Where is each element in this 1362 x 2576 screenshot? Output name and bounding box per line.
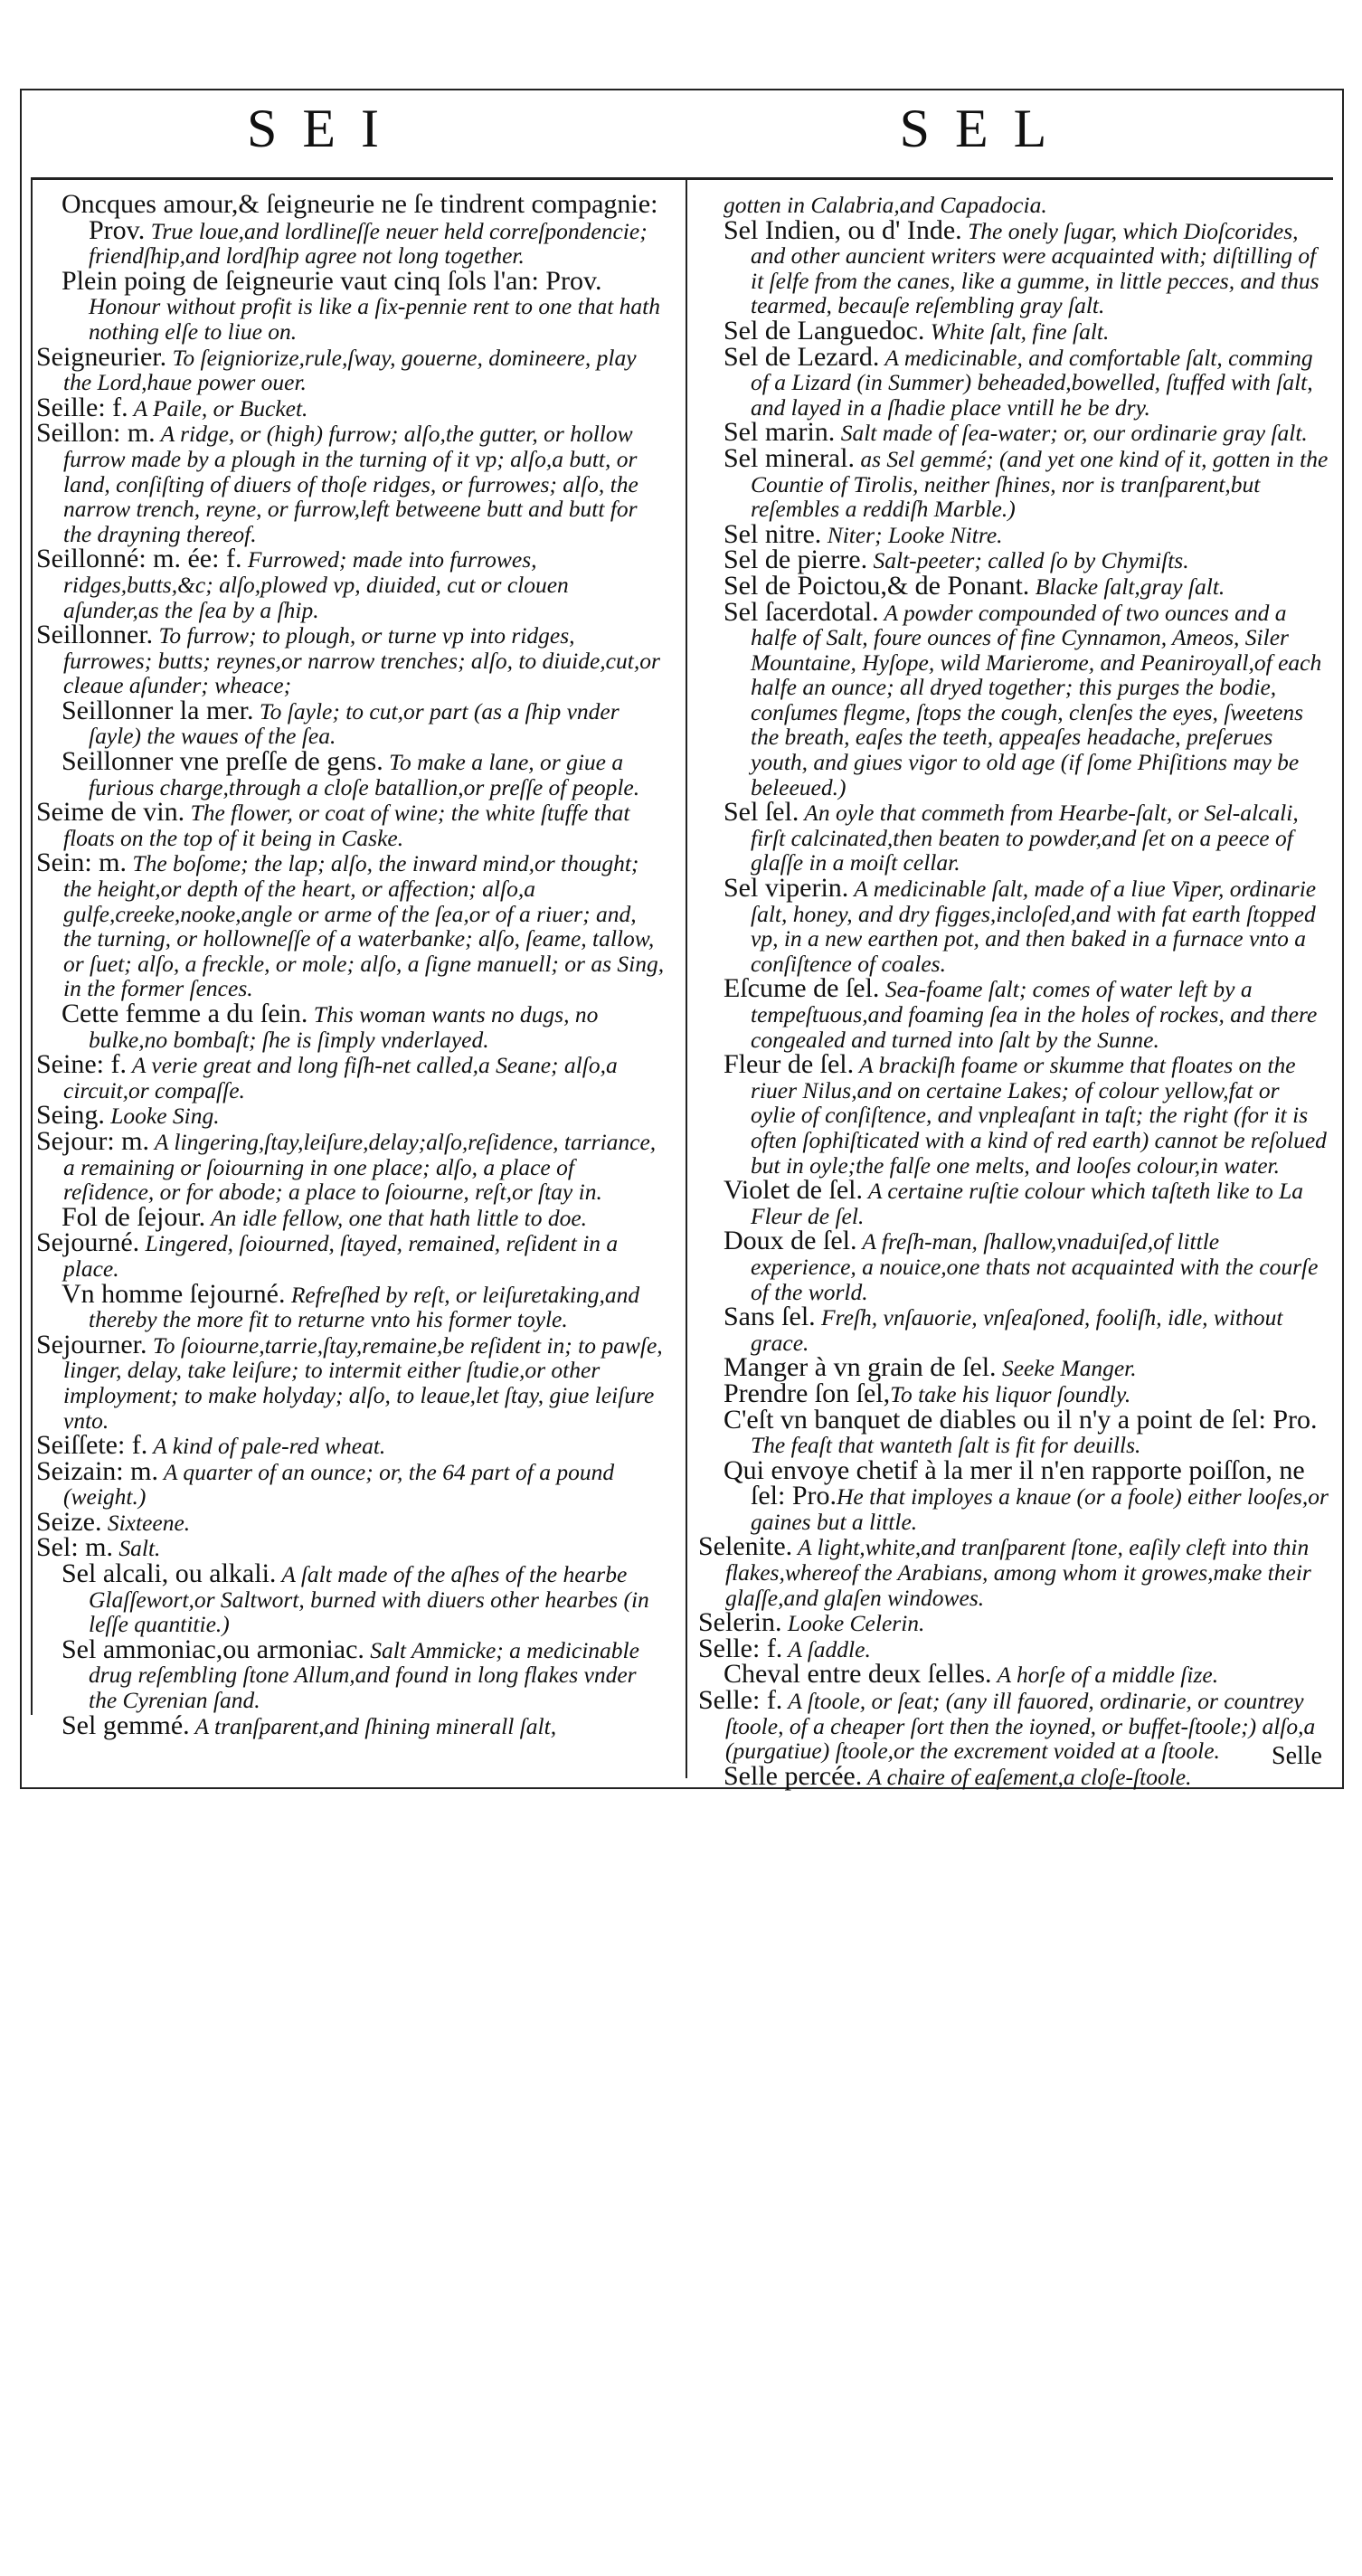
entry-definition: Blacke ſalt,gray ſalt.: [1029, 573, 1225, 600]
entry-definition: A ſaddle.: [782, 1635, 871, 1662]
entry-headword: Sel ſel.: [724, 797, 799, 828]
dictionary-entry: [36, 1532, 669, 1563]
dictionary-entry: [36, 1634, 669, 1714]
dictionary-entry: [36, 850, 669, 1001]
entry-headword: Sel ſacerdotal.: [724, 596, 879, 627]
entry-headword: Prendre ſon ſel,: [724, 1378, 891, 1408]
entry-headword: Selle: f.: [698, 1633, 783, 1663]
entry-headword: Sel de Poictou,& de Ponant.: [724, 570, 1030, 601]
entry-definition: Salt-peeter; called ſo by Chymiſts.: [867, 547, 1189, 574]
entry-definition: To take his liquor ſoundly.: [890, 1380, 1131, 1407]
dictionary-entry: [698, 547, 1329, 573]
entry-headword: Vn homme ſejourné.: [61, 1278, 286, 1309]
dictionary-entry: [698, 973, 1329, 1053]
entry-headword: Violet de ſel.: [724, 1175, 863, 1206]
entry-definition: Salt made of ſea-water; or, our ordinarie gray ſalt.: [835, 420, 1308, 447]
entry-definition: To make a lane, or giue a furious charge,through a cloſe batallion,or preſſe of people.: [89, 749, 640, 800]
entry-definition: To ſoiourne,tarrie,ſtay,remaine,be reſident in; to pawſe, linger, delay, take leiſure; to intermit either ſtudie,or other imployment; to make holyday; alſo, to leaue,let ſtay, giue leiſure vnto.: [63, 1331, 663, 1434]
dictionary-entry: [36, 1227, 669, 1282]
entry-headword: Cette femme a du ſein.: [61, 999, 308, 1028]
entry-headword: Seillonner vne preſſe de gens.: [61, 746, 383, 777]
entry-headword: Seillonné: m. ée: f.: [36, 544, 242, 574]
dictionary-entry: [698, 442, 1329, 523]
entry-definition: A verie great and long fiſh-net called,a Seane; alſo,a circuit,or compaſſe.: [63, 1052, 618, 1103]
entry-definition: The feaſt that wanteth ſalt is fit for deuills.: [751, 1432, 1141, 1459]
entry-headword: Seing.: [36, 1100, 105, 1131]
entry-headword: Seizain: m.: [36, 1455, 158, 1486]
entry-headword: Sel ammoniac,ou armoniac.: [61, 1634, 364, 1664]
dictionary-entry: [36, 418, 669, 547]
entry-definition: A ridge, or (high) furrow; alſo,the gutter, or hollow furrow made by a plough in the turning of it vp; alſo,a butt, or land, conſiſting of diuers of thoſe ridges, or furrowes; alſo, the narrow trench, reyne, or furrow,left betweene butt and butt for the drayning thereof.: [63, 421, 638, 547]
dictionary-entry: [698, 1404, 1329, 1459]
entry-definition: The boſome; the lap; alſo, the inward mind,or thought; the height,or depth of the heart, or affection; alſo,a gulfe,creeke,nooke,angle or arme of the ſea,or of a riuer; and, the turning, or hollowneſſe of a waterbanke; alſo, ſeame, tallow, or ſuet; alſo, a freckle, or mole; alſo, a ſigne manuell; or as Sing, in the former ſences.: [63, 850, 665, 1002]
entry-definition: A medicinable ſalt, made of a liue Viper, ordinarie ſalt, honey, and dry figges,incloſed,and with fat earth ſtopped vp, in a new earthen pot, and then baked in a furnace vnto a conſiſtence of coales.: [751, 876, 1317, 977]
dictionary-entry: [698, 1352, 1329, 1383]
column-divider: [686, 177, 687, 1778]
dictionary-entry: [36, 1201, 669, 1232]
entry-headword: Qui envoye chetif à la mer il n'en rapporte poiſſon, ne ſel: Pro.: [724, 1454, 1305, 1511]
entry-definition: Looke Sing.: [104, 1103, 220, 1130]
entry-headword: Seillon: m.: [36, 418, 156, 449]
dictionary-entry: [698, 192, 1329, 218]
entry-definition: A light,white,and tranſparent ſtone, eaſily cleft into thin flakes,whereof the Arabians, among whom it growes,make their glaſſe,and glaſen windowes.: [725, 1534, 1311, 1611]
entry-headword: Selle: f.: [698, 1685, 783, 1716]
entry-headword: Fol de ſejour.: [61, 1201, 206, 1232]
dictionary-entry: [36, 1430, 669, 1461]
dictionary-entry: [36, 1329, 669, 1434]
entry-definition: A certaine ruſtie colour which taſteth like to La Fleur de ſel.: [751, 1178, 1304, 1229]
entry-definition: A medicinable, and comfortable ſalt, comming of a Lizard (in Summer) beheaded,bowelled, ſtuffed with ſalt, and layed in a ſhadie place vntill he be dry.: [751, 344, 1313, 421]
entry-headword: Oncques amour,& ſeigneurie ne ſe tindrent compagnie: Prov.: [61, 189, 658, 245]
dictionary-entry: [698, 1685, 1329, 1765]
entry-headword: Selle percée.: [724, 1760, 863, 1791]
entry-headword: Sel: m.: [36, 1532, 114, 1563]
running-head-left: SEI: [247, 99, 404, 158]
right-column: [698, 192, 1329, 1791]
entry-definition: Furrowed; made into furrowes, ridges,butts,&c; alſo,plowed vp, diuided, cut or clouen aſunder,as the ſea by a ſhip.: [63, 546, 569, 623]
dictionary-entry: [698, 315, 1329, 346]
entry-headword: Seize.: [36, 1506, 102, 1537]
entry-definition: To ſeigniorize,rule,ſway, gouerne, domineere, play the Lord,haue power ouer.: [63, 344, 637, 396]
dictionary-entry: [698, 1633, 1329, 1663]
dictionary-entry: [36, 392, 669, 422]
dictionary-entry: [698, 1049, 1329, 1179]
entry-definition: Freſh, vnſauorie, vnſeaſoned, fooliſh, idle, without grace.: [751, 1304, 1283, 1356]
dictionary-entry: [698, 1228, 1329, 1304]
dictionary-entry: [36, 1709, 669, 1740]
entry-definition: Lingered, ſoiourned, ſtayed, remained, reſident in a place.: [63, 1230, 619, 1282]
entry-headword: Sejourné.: [36, 1227, 140, 1258]
dictionary-entry: [698, 1378, 1329, 1408]
entry-definition: Sixteene.: [101, 1509, 191, 1536]
entry-definition: as Sel gemmé; (and yet one kind of it, gotten in the Countie of Tirolis, neither ſhines, nor is tranſparent,but reſembles a reddiſh Marble.): [751, 445, 1329, 523]
entry-headword: Cheval entre deux ſelles.: [724, 1659, 992, 1690]
header-rule: [33, 177, 1333, 180]
entry-definition: Sea-foame ſalt; comes of water left by a tempeſtuous,and foaming ſea in the holes of rockes, and there congealed and turned into ſalt by the Sunne.: [751, 976, 1318, 1053]
entry-headword: Sel viperin.: [724, 873, 849, 904]
left-column: [36, 189, 669, 1775]
entry-definition: White ſalt, fine ſalt.: [924, 317, 1110, 345]
entry-definition: A quarter of an ounce; or, the 64 part of a pound (weight.): [63, 1458, 615, 1511]
entry-headword: Sejourner.: [36, 1329, 147, 1359]
entry-headword: Doux de ſel.: [724, 1226, 857, 1256]
dictionary-entry: [36, 1278, 669, 1333]
entry-headword: C'eſt vn banquet de diables ou il n'y a point de ſel: Pro.: [724, 1404, 1318, 1435]
entry-definition: Salt.: [113, 1535, 161, 1562]
dictionary-entry: [36, 546, 669, 622]
entry-headword: Sans ſel.: [724, 1302, 816, 1332]
entry-headword: Seillonner.: [36, 620, 154, 650]
entry-definition: A chaire of eaſement,a cloſe-ſtoole.: [862, 1763, 1192, 1790]
entry-headword: Eſcume de ſel.: [724, 973, 880, 1004]
entry-headword: Selenite.: [698, 1531, 793, 1562]
dictionary-entry: [698, 1304, 1329, 1355]
entry-definition: To ſayle; to cut,or part (as a ſhip vnder ſayle) the waues of the ſea.: [89, 697, 620, 750]
dictionary-entry: [698, 1607, 1329, 1638]
entry-definition: A ſtoole, or ſeat; (any ill fauored, ordinarie, or countrey ſtoole, of a cheaper ſort then the ioyned, or buffet-ſtoole;) alſo,a (purgatiue) ſtoole,or the excrement voided at a ſtoole.: [725, 1688, 1316, 1765]
entry-definition: Seeke Manger.: [996, 1355, 1137, 1382]
dictionary-entry: [36, 1001, 669, 1052]
entry-definition: True loue,and lordlineſſe neuer held correſpondencie; friendſhip,and lordſhip agree not long together.: [89, 217, 648, 270]
entry-headword: Sel de Languedoc.: [724, 315, 925, 346]
entry-headword: Seigneurier.: [36, 341, 167, 372]
entry-headword: Sejour: m.: [36, 1125, 149, 1156]
dictionary-entry: [698, 873, 1329, 977]
entry-definition: A lingering,ſtay,leiſure,delay;alſo,reſidence, tarriance, a remaining or ſoiourning in one place; alſo, a place of reſidence, or for abode; a place to ſoiourne, reſt,or ſtay in.: [63, 1128, 657, 1206]
entry-definition: Salt Ammicke; a medicinable drug reſembling ſtone Allum,and found in long flakes vnder the Cyrenian ſand.: [89, 1636, 639, 1714]
entry-headword: Manger à vn grain de ſel.: [724, 1352, 997, 1383]
entry-definition: A ſalt made of the aſhes of the hearbe Glaſſewort,or Saltwort, burned with diuers other hearbes (in leſſe quantitie.): [89, 1561, 649, 1638]
entry-definition: A horſe of a middle ſize.: [991, 1662, 1219, 1689]
dictionary-entry: [36, 1455, 669, 1511]
dictionary-entry: [36, 797, 669, 851]
dictionary-entry: [698, 417, 1329, 448]
dictionary-entry: [698, 518, 1329, 549]
entry-definition: A brackiſh foame or skumme that floates on the riuer Nilus,and on certaine Lakes; of colour yellow,fat or oylie of conſiſtence, and vnpleaſant in taſt; the right (for it is often ſophiſticated with a kind of red earth) cannot be reſolued but in oyle;the falſe one melts, and looſes colour,in water.: [751, 1052, 1327, 1179]
entry-definition: Looke Celerin.: [781, 1610, 925, 1637]
dictionary-entry: [698, 1659, 1329, 1690]
dictionary-entry: [36, 1100, 669, 1131]
entry-definition: A kind of pale-red wheat.: [147, 1433, 386, 1460]
entry-headword: Sel de Lezard.: [724, 341, 880, 372]
entry-definition: Niter; Looke Nitre.: [821, 521, 1003, 548]
entry-definition: gotten in Calabria,and Capadocia.: [724, 192, 1047, 218]
dictionary-entry: [36, 189, 669, 270]
running-head-right: SEL: [899, 99, 1073, 158]
entry-headword: Sel gemmé.: [61, 1709, 190, 1740]
entry-definition: The flower, or coat of wine; the white ſtuffe that floats on the top of it being in Caske.: [63, 800, 630, 851]
entry-headword: Fleur de ſel.: [724, 1049, 855, 1080]
entry-definition: An idle fellow, one that hath little to doe.: [205, 1204, 588, 1231]
catchword: Selle: [1272, 1742, 1322, 1770]
entry-definition: The onely ſugar, which Dioſcorides, and other auncient writers were acquainted with; diſtilling of it ſelfe from the canes, like a gumme, in little pecces, and thus tearmed, becauſe reſembling gray ſalt.: [751, 217, 1319, 319]
dictionary-entry: [36, 695, 669, 750]
entry-headword: Seille: f.: [36, 392, 128, 422]
entry-headword: Sel alcali, ou alkali.: [61, 1558, 277, 1589]
entry-headword: Sein: m.: [36, 848, 128, 878]
entry-headword: Seiſſete: f.: [36, 1430, 148, 1461]
dictionary-entry: [698, 570, 1329, 601]
entry-headword: Sel de pierre.: [724, 545, 868, 575]
entry-headword: Sel nitre.: [724, 518, 822, 549]
entry-definition: Honour without profit is like a ſix-pennie rent to one that hath nothing elſe to liue on.: [89, 293, 661, 345]
dictionary-entry: [698, 596, 1329, 800]
entry-headword: Seime de vin.: [36, 797, 185, 828]
dictionary-entry: [698, 1454, 1329, 1535]
dictionary-entry: [698, 1531, 1329, 1611]
entry-definition: A powder compounded of two ounces and a halfe of Salt, foure ounces of fine Cynnamon, Ameos, Siler Mountaine, Hyſope, wild Marierome, and Peaniroyall,of each halfe an ounce; all dryed together; this purges the bodie, conſumes flegme, ſtops the cough, clenſes the eyes, ſweetens the breath, eaſes the teeth, appeaſes headache, preſerues youth, and giues vigor to old age (if ſome Phiſitions may be beleeued.): [751, 599, 1322, 800]
entry-definition: A tranſparent,and ſhining minerall ſalt,: [189, 1712, 557, 1739]
dictionary-entry: [698, 341, 1329, 421]
entry-headword: Plein poing de ſeigneurie vaut cinq ſols l'an: Prov.: [61, 265, 602, 296]
dictionary-entry: [36, 622, 669, 698]
dictionary-entry: [36, 746, 669, 800]
entry-headword: Seine: f.: [36, 1049, 127, 1080]
entry-definition: A freſh-man, ſhallow,vnaduiſed,of little experience, a nouice,one thats not acquainted with the courſe of the world.: [751, 1228, 1319, 1305]
entry-headword: Selerin.: [698, 1607, 782, 1638]
dictionary-entry: [698, 1760, 1329, 1791]
dictionary-entry: [36, 1049, 669, 1103]
entry-definition: To furrow; to plough, or turne vp into ridges, furrowes; butts; reynes,or narrow trenches; alſo, to diuide,cut,or cleaue aſunder; wheace;: [63, 622, 660, 699]
dictionary-entry: [698, 1175, 1329, 1229]
entry-definition: A Paile, or Bucket.: [128, 394, 308, 421]
entry-definition: An oyle that commeth from Hearbe-ſalt, or Sel-alcali, firſt calcinated,then beaten to powder,and ſet on a peece of glaſſe in a moiſt cellar.: [751, 800, 1299, 876]
dictionary-entry: [36, 1125, 669, 1206]
dictionary-entry: [698, 797, 1329, 876]
entry-headword: Sel mineral.: [724, 442, 855, 473]
entry-headword: Sel marin.: [724, 417, 836, 448]
dictionary-entry: [36, 341, 669, 396]
left-margin-rule: [31, 177, 33, 1715]
entry-headword: Sel Indien, ou d' Inde.: [724, 214, 962, 245]
entry-definition: Refreſhed by reſt, or leiſuretaking,and thereby the more fit to returne vnto his former toyle.: [89, 1281, 640, 1333]
dictionary-entry: [36, 1558, 669, 1638]
entry-headword: Seillonner la mer.: [61, 695, 254, 725]
dictionary-entry: [698, 214, 1329, 319]
entry-definition: He that imployes a knaue (or a foole) either looſes,or gaines but a little.: [751, 1483, 1329, 1535]
dictionary-entry: [36, 1506, 669, 1537]
entry-definition: This woman wants no dugs, no bulke,no bombaſt; ſhe is ſimply vnderlayed.: [89, 1001, 599, 1053]
dictionary-entry: [36, 265, 669, 345]
